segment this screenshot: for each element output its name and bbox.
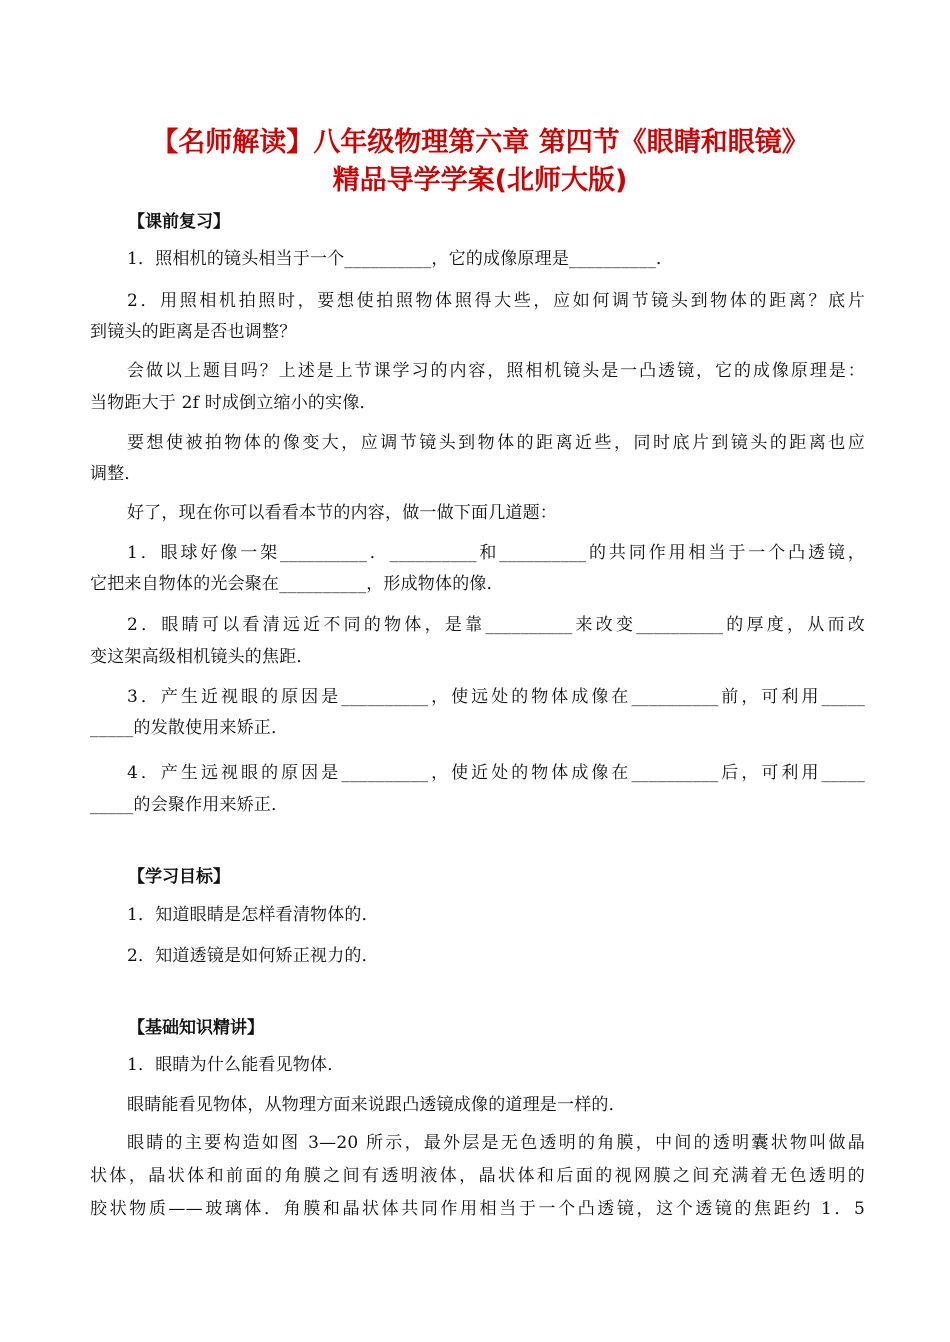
goal-line: 1．知道眼睛是怎样看清物体的． xyxy=(127,905,379,925)
review-line: 2．用照相机拍照时，要想使拍照物体照得大些，应如何调节镜头到物体的距离？底片 xyxy=(127,291,865,311)
section-heading-basics: 【基础知识精讲】 xyxy=(128,1018,264,1038)
review-line: 变这架高级相机镜头的焦距． xyxy=(90,647,314,667)
title-line-1 xyxy=(90,125,870,161)
basics-line: 1．眼睛为什么能看见物体． xyxy=(127,1055,345,1075)
basics-line: 眼睛能看见物体，从物理方面来说跟凸透镜成像的道理是一样的． xyxy=(127,1095,626,1115)
section-heading-goals: 【学习目标】 xyxy=(128,867,230,887)
review-line: _____的会聚作用来矫正． xyxy=(90,795,289,815)
basics-line: 眼睛的主要构造如图 3—20 所示，最外层是无色透明的角膜，中间的透明囊状物叫做晶 xyxy=(127,1133,865,1153)
review-line: 3．产生近视眼的原因是__________，使远处的物体成像在__________前，可利用_____ xyxy=(127,687,865,707)
review-line: 到镜头的距离是否也调整？ xyxy=(90,322,297,342)
review-line: 1．照相机的镜头相当于一个__________，它的成像原理是__________． xyxy=(127,249,674,269)
review-line: 好了，现在你可以看看本节的内容，做一做下面几道题： xyxy=(127,503,557,523)
section-heading-review: 【课前复习】 xyxy=(128,212,230,232)
review-line: 调整． xyxy=(90,464,142,484)
review-line: _____的发散使用来矫正． xyxy=(90,718,289,738)
review-line: 1．眼球好像一架__________．__________和__________的共同作用相当于一个凸透镜， xyxy=(127,543,865,563)
basics-line: 胶状物质——玻璃体．角膜和晶状体共同作用相当于一个凸透镜，这个透镜的焦距约 1．5 xyxy=(90,1199,865,1219)
title-main: 八年级物理第六章 第四节《眼睛和眼镜》 xyxy=(313,127,809,158)
title-tag: 【名师解读】 xyxy=(151,127,314,158)
basics-line: 状体，晶状体和前面的角膜之间有透明液体，晶状体和后面的视网膜之间充满着无色透明的 xyxy=(90,1166,865,1186)
review-line: 要想使被拍物体的像变大，应调节镜头到物体的距离近些，同时底片到镜头的距离也应 xyxy=(127,433,865,453)
review-line: 它把来自物体的光会聚在__________，形成物体的像． xyxy=(90,574,504,594)
goal-line: 2．知道透镜是如何矫正视力的． xyxy=(127,946,379,966)
title-line-2: 精品导学学案(北师大版) xyxy=(332,165,628,196)
review-line: 4．产生远视眼的原因是__________，使近处的物体成像在__________后，可利用_____ xyxy=(127,763,865,783)
review-line: 2．眼睛可以看清远近不同的物体，是靠__________来改变__________的厚度，从而改 xyxy=(127,615,865,635)
review-line: 会做以上题目吗？上述是上节课学习的内容，照相机镜头是一凸透镜，它的成像原理是： xyxy=(127,361,865,381)
review-line: 当物距大于 2f 时成倒立缩小的实像． xyxy=(90,393,377,413)
